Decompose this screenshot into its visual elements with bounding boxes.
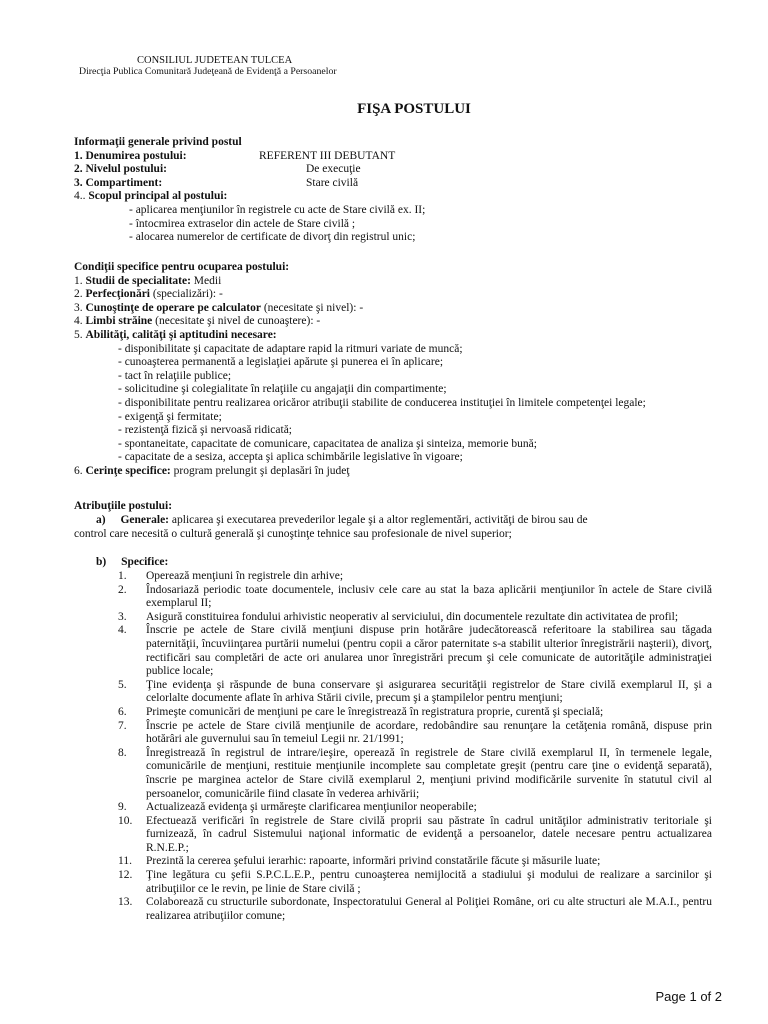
duty-item (118, 611, 712, 625)
general-duties-text-2: control care necesită o cultură generală şi cunoştinţe tehnice sau profesionale de nivel superior; (74, 528, 512, 540)
duty-item (118, 801, 712, 815)
post-name-label: 1. Denumirea postului: (74, 149, 187, 162)
duty-item (118, 584, 712, 611)
duty-text: Efectuează verificări în registrele de Stare civilă proprii sau păstrate în cadrul unităţilor administrativ teritoriale şi furnizează, în cadrul Sistemului naţional informatic de evidenţă a persoanelor, datele necesare pentru actualizarea R.N.E.P.; (146, 814, 712, 854)
ability-item: - cunoaşterea permanentă a legislaţiei apărute şi punerea ei în aplicare; (118, 356, 444, 369)
post-name-row (74, 150, 425, 164)
duty-number: 10. (118, 814, 133, 827)
duty-item (118, 855, 712, 869)
scope-item: - întocmirea extraselor din actele de Stare civilă ; (129, 217, 356, 230)
duty-text: Înscrie pe actele de Stare civilă menţiunile de acordare, redobândire sau renunţare la cetăţenia română, dispuse prin hotărâri ale guvernului sau în temeiul Legii nr. 21/1991; (146, 719, 712, 746)
training-value: (specializări): - (150, 288, 223, 301)
specific-duties-label: Specifice: (121, 556, 169, 568)
duty-text: Înregistrează în registrul de intrare/ieşire, operează în registrele de Stare civilă exemplarul II, în termenele legale, comunicările de menţiuni, restituie menţiunile incomplete sau completate greşit (pentru care ţine o evidenţă separată), înscrie pe marginea actelor de Stare civilă exemplarul 2, menţiuni privind modificările survenite în statutul civil al persoanelor, comunicările fiind clasate în vederea arhivării; (146, 746, 712, 800)
duty-item (118, 570, 712, 584)
duty-text: Înscrie pe actele de Stare civilă menţiuni dispuse prin hotărâre judecătorească referitoare la stabilirea sau tăgada paternităţii, încuviinţarea purtării numelui (pentru copii a căror paternitate s-a stabilit ulterior înregistrării naşterii), divorţ, rectificări sau completări de acte ori anularea unor înregistrări precum şi cele comunicate de autorităţile administraţiei publice locale; (146, 624, 712, 678)
ability-item: - exigenţă şi fermitate; (118, 410, 222, 423)
duty-text: Colaborează cu structurile subordonate, Inspectoratului General al Poliţiei Române, ori cu alte structuri ale M.A.I., pentru realizarea atribuţiilor comune; (146, 896, 712, 922)
duty-text: Prezintă la cererea şefului ierarhic: rapoarte, informări privind constatările făcute şi măsurile luate; (146, 855, 601, 868)
languages-label: Limbi străine (85, 315, 153, 328)
duty-text: Primeşte comunicări de menţiuni pe care le înregistrează în registratura proprie, curentă şi specială; (146, 705, 604, 718)
general-duties-letter: a) (96, 514, 106, 526)
duty-text: Asigură constituirea fondului arhivistic neoperativ al serviciului, din documentele rezultate din activitatea de profil; (146, 610, 679, 623)
duty-text: Îndosariază periodic toate documentele, inclusiv cele care au stat la baza aplicării menţiunilor în actele de Stare civilă exemplarul II; (146, 583, 712, 610)
scope-item: - aplicarea menţiunilor în registrele cu acte de Stare civilă ex. II; (129, 203, 426, 216)
ability-item: - disponibilitate şi capacitate de adaptare rapid la ritmuri variate de muncă; (118, 342, 463, 355)
duty-number: 1. (118, 570, 127, 582)
duty-item (118, 815, 712, 856)
general-info-section (74, 136, 425, 245)
department-value: Stare civilă (306, 176, 359, 189)
post-name-value: REFERENT III DEBUTANT (259, 149, 396, 162)
duty-number: 11. (118, 855, 132, 868)
abilities-number: 5. (74, 328, 83, 341)
abilities-label: Abilităţi, calităţi şi aptitudini necesare: (85, 328, 277, 341)
duty-number: 3. (118, 610, 127, 623)
computer-skills-row (74, 302, 646, 316)
specific-requirements-value: program prelungit şi deplasări în judeţ (170, 464, 350, 477)
post-level-value: De execuţie (306, 163, 361, 176)
duties-heading: Atribuţiile postului: (74, 500, 173, 512)
duty-item (118, 896, 712, 923)
scope-number: 4.. (74, 190, 86, 203)
duty-number: 2. (118, 583, 127, 596)
ability-item: - capacitate de a sesiza, accepta şi aplica schimbările legislative în vigoare; (118, 451, 463, 464)
abilities-row (74, 329, 646, 343)
duty-text: Ţine evidenţa şi răspunde de buna conservare şi asigurarea securităţii registrelor de Stare civilă exemplarul II, şi a celorlalte documente aflate în arhiva Stării civile, precum şi a ştampilelor pentru menţiuni; (146, 678, 712, 705)
scope-item: - alocarea numerelor de certificate de divorţ din registrul unic; (129, 231, 416, 244)
languages-row (74, 315, 646, 329)
languages-value: (necesitate şi nivel de cunoaştere): - (152, 315, 321, 328)
general-info-heading: Informaţii generale privind postul (74, 136, 242, 148)
ability-item: - rezistenţă fizică şi nervoasă ridicată; (118, 424, 293, 437)
ability-item: - spontaneitate, capacitate de comunicare, capacitatea de analiza şi sinteiza, memorie bună; (118, 437, 537, 450)
ability-item: - disponibilitate pentru realizarea oricăror atribuţii stabilite de conducerea instituţiei în limitele competenţei legale; (118, 396, 646, 409)
post-level-label: 2. Nivelul postului: (74, 163, 167, 176)
duty-number: 12. (118, 869, 133, 882)
directorate-name: Direcţia Publica Comunitară Judeţeană de Evidenţă a Persoanelor (79, 66, 337, 77)
document-title: FIŞA POSTULUI (357, 101, 471, 117)
duty-number: 8. (118, 746, 127, 759)
duty-text: Ţine legătura cu şefii S.P.C.L.E.P., pentru cunoaşterea nemijlocită a stadiului şi modului de realizare a sarcinilor şi atribuţiilor ce le revin, pe linie de Stare civilă ; (146, 869, 712, 895)
duty-number: 13. (118, 896, 133, 909)
computer-skills-number: 3. (74, 301, 83, 314)
duty-number: 9. (118, 801, 127, 814)
duty-number: 4. (118, 624, 127, 637)
duty-item (118, 624, 712, 678)
conditions-heading: Condiţii specifice pentru ocuparea postului: (74, 261, 290, 273)
specific-duties-list (118, 570, 712, 923)
specific-requirements-label: Cerinţe specifice: (85, 464, 171, 477)
duty-item (118, 869, 712, 896)
duty-text: Operează menţiuni în registrele din arhive; (146, 570, 344, 582)
general-duties-text-1: aplicarea şi executarea prevederilor legale şi a altor reglementări, activităţi de birou sau de (169, 514, 588, 526)
general-duties-row (96, 514, 588, 528)
duty-item (118, 747, 712, 801)
specific-duties-letter: b) (96, 556, 107, 568)
duty-number: 6. (118, 705, 127, 718)
duty-item (118, 720, 712, 747)
training-number: 2. (74, 288, 83, 301)
computer-skills-value: (necesitate şi nivel): - (260, 301, 364, 314)
studies-row (74, 275, 646, 289)
page-number: Page 1 of 2 (655, 989, 722, 1004)
duty-number: 5. (118, 678, 127, 691)
specific-requirements-row (74, 465, 646, 479)
studies-number: 1. (74, 274, 83, 287)
training-label: Perfecţionări (85, 288, 150, 301)
scope-label: Scopul principal al postului: (88, 190, 228, 203)
languages-number: 4. (74, 315, 83, 328)
ability-item: - tact în relaţiile publice; (118, 369, 232, 382)
department-label: 3. Compartiment: (74, 176, 163, 189)
scope-row (74, 190, 425, 204)
ability-item: - solicitudine şi colegialitate în relaţiile cu angajaţii din compartimente; (118, 383, 447, 396)
training-row (74, 288, 646, 302)
general-duties-label: Generale: (120, 514, 170, 526)
department-row (74, 177, 425, 191)
conditions-section (74, 261, 646, 479)
council-name: CONSILIUL JUDETEAN TULCEA (137, 55, 293, 66)
duty-number: 7. (118, 719, 127, 732)
specific-requirements-number: 6. (74, 464, 83, 477)
duty-item (118, 679, 712, 706)
studies-value: Medii (190, 274, 222, 287)
specific-duties-row (96, 556, 168, 570)
computer-skills-label: Cunoştinţe de operare pe calculator (85, 301, 261, 314)
duty-item (118, 706, 712, 720)
post-level-row (74, 163, 425, 177)
studies-label: Studii de specialitate: (85, 274, 191, 287)
duty-text: Actualizează evidenţa şi urmăreşte clarificarea menţiunilor neoperabile; (146, 801, 477, 814)
